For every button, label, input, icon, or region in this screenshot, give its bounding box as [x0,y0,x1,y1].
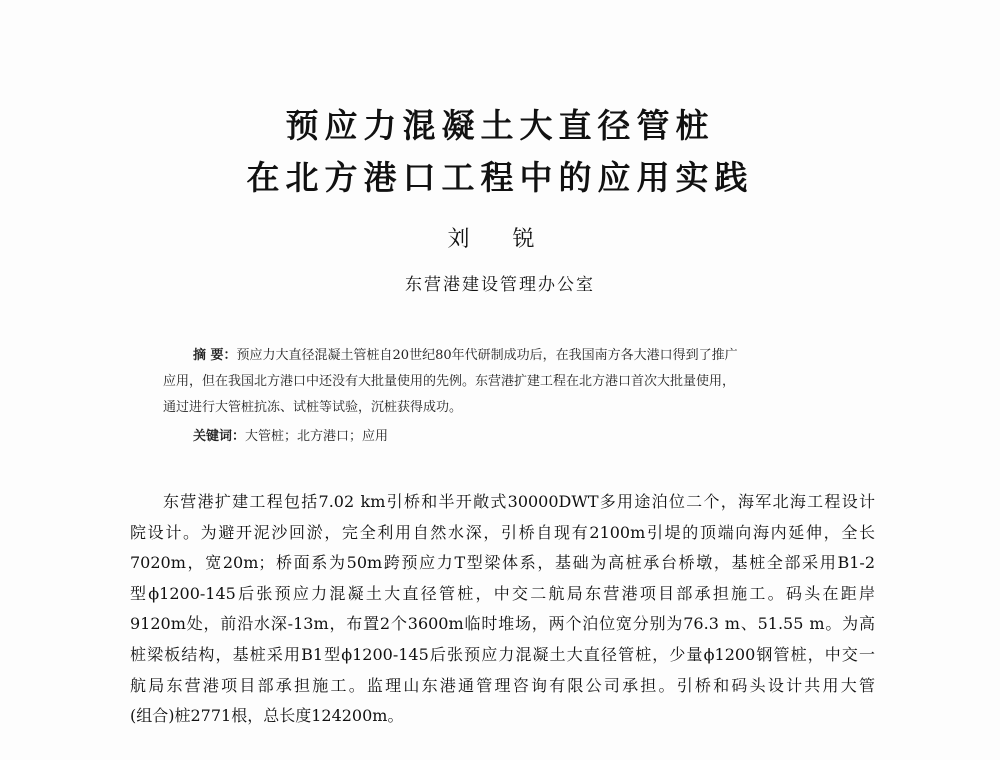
abstract-line: 通过进行大管桩抗冻、试桩等试验，沉桩获得成功。 [163,400,463,415]
body-line: 东营港扩建工程包括7.02 km引桥和半开敞式30000DWT多用途泊位二个，海军北海工程设计 [163,492,875,511]
body-paragraph [130,487,875,732]
author-affiliation: 东营港建设管理办公室 [405,275,595,295]
author-name: 刘 锐 [447,227,553,252]
body-line: 9120m处，前沿水深-13m，布置2个3600m临时堆场，两个泊位宽分别为76.3 m、51.55 m。为高 [130,614,875,634]
title-line-2: 在北方港口工程中的应用实践 [246,158,754,197]
body-line: (组合)桩2771根，总长度124200m。 [130,706,404,726]
body-line: 院设计。为避开泥沙回淤，完全利用自然水深，引桥自现有2100m引堤的顶端向海内延伸，全长 [130,522,875,542]
body-line: 型ϕ1200-145后张预应力混凝土大直径管桩，中交二航局东营港项目部承担施工。码头在距岸 [130,583,875,603]
title-line-1: 预应力混凝土大直径管桩 [285,106,715,145]
abstract-label: 摘 要： [193,348,237,363]
body-line: 7020m，宽20m；桥面系为50m跨预应力T型梁体系，基础为高桩承台桥墩，基桩全部采用B1-2 [130,553,875,573]
abstract [163,343,853,421]
abstract-line: 应用，但在我国北方港口中还没有大批量使用的先例。东营港扩建工程在北方港口首次大批量使用， [163,374,736,389]
abstract-line [163,343,853,369]
keywords-text: 大管桩；北方港口；应用 [245,429,389,444]
keywords-label: 关键词： [193,429,246,444]
abstract-text: 预应力大直径混凝土管桩自20世纪80年代研制成功后，在我国南方各大港口得到了推广 [236,348,738,363]
body-line: 桩梁板结构，基桩采用B1型ϕ1200-145后张预应力混凝土大直径管桩，少量ϕ1200钢管桩，中交一 [130,644,875,664]
keywords [193,425,388,444]
body-line: 航局东营港项目部承担施工。监理山东港通管理咨询有限公司承担。引桥和码头设计共用大管 [130,675,875,695]
